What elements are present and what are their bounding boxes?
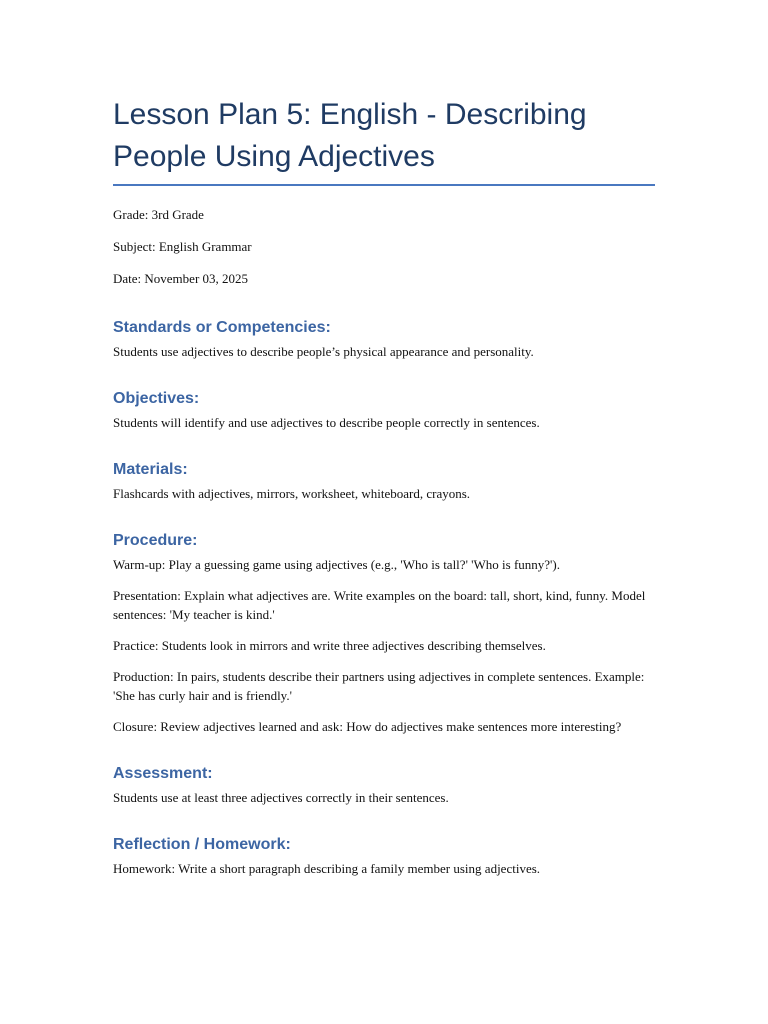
page-title: Lesson Plan 5: English - Describing People Using Adjectives bbox=[113, 94, 655, 186]
section-objectives bbox=[113, 389, 655, 432]
document-page bbox=[113, 94, 655, 878]
procedure-step-warm-up: Warm-up: Play a guessing game using adjectives (e.g., 'Who is tall?' 'Who is funny?'). bbox=[113, 557, 560, 572]
section-text: Students use at least three adjectives correctly in their sentences. bbox=[113, 790, 449, 805]
section-reflection bbox=[113, 835, 655, 878]
procedure-step-production: Production: In pairs, students describe their partners using adjectives in complete sentences. Example: 'She has curly hair and is friendly.' bbox=[113, 669, 645, 703]
procedure-step-practice: Practice: Students look in mirrors and write three adjectives describing themselves. bbox=[113, 638, 546, 653]
section-text: Students use adjectives to describe people’s physical appearance and personality. bbox=[113, 344, 534, 359]
lesson-meta bbox=[113, 206, 655, 288]
section-text: Flashcards with adjectives, mirrors, worksheet, whiteboard, crayons. bbox=[113, 486, 471, 501]
section-standards bbox=[113, 318, 655, 361]
section-heading: Reflection / Homework: bbox=[113, 836, 291, 853]
section-heading: Assessment: bbox=[113, 765, 213, 782]
section-heading: Objectives: bbox=[113, 390, 200, 407]
section-assessment bbox=[113, 764, 655, 807]
date-line: Date: November 03, 2025 bbox=[113, 271, 249, 286]
subject-line: Subject: English Grammar bbox=[113, 239, 252, 254]
section-heading: Standards or Competencies: bbox=[113, 319, 331, 336]
section-heading: Materials: bbox=[113, 461, 188, 478]
section-procedure bbox=[113, 531, 655, 736]
section-text: Homework: Write a short paragraph describing a family member using adjectives. bbox=[113, 861, 541, 876]
section-text: Students will identify and use adjectives to describe people correctly in sentences. bbox=[113, 415, 540, 430]
procedure-step-presentation: Presentation: Explain what adjectives are. Write examples on the board: tall, short, kind, funny. Model sentences: 'My teacher is kind.' bbox=[113, 588, 646, 622]
procedure-step-closure: Closure: Review adjectives learned and ask: How do adjectives make sentences more interesting? bbox=[113, 719, 622, 734]
section-materials bbox=[113, 460, 655, 503]
grade-line: Grade: 3rd Grade bbox=[113, 207, 204, 222]
section-heading: Procedure: bbox=[113, 532, 198, 549]
